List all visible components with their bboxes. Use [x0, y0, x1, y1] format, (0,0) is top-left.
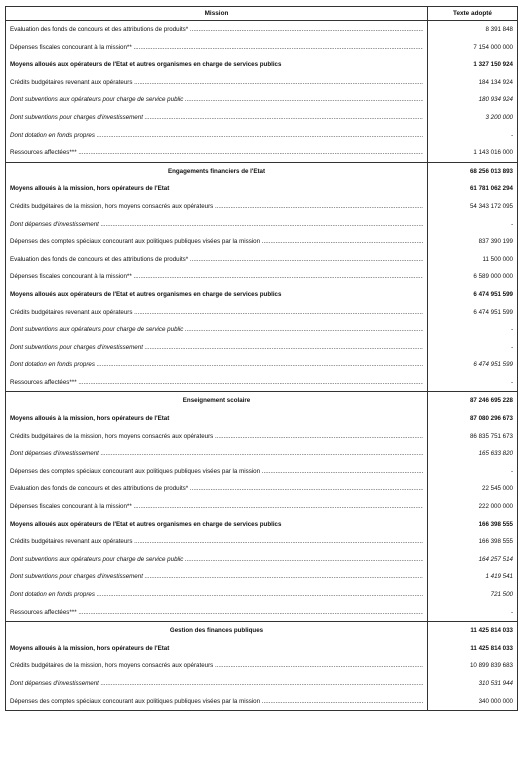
row-label — [6, 268, 428, 286]
table-row — [6, 251, 518, 269]
row-value: - — [428, 127, 518, 145]
row-label-text: Dont subventions aux opérateurs pour charge de service public ..... — [10, 91, 423, 109]
row-label-text: Moyens alloués à la mission, hors opérateurs de l'Etat — [10, 644, 170, 652]
row-value: - — [428, 321, 518, 339]
budget-table — [5, 6, 518, 711]
row-label-text: Dont dépenses d'investissement ..... — [10, 216, 423, 234]
table-row — [6, 533, 518, 551]
table-row — [6, 445, 518, 463]
row-label-text: Crédits budgétaires revenant aux opérateurs ..... — [10, 304, 423, 322]
row-value: 1 327 150 924 — [428, 56, 518, 74]
table-header-row — [6, 7, 518, 21]
row-value: 310 531 944 — [428, 675, 518, 693]
row-label — [6, 533, 428, 551]
row-label-text: Crédits budgétaires de la mission, hors moyens consacrés aux opérateurs ..... — [10, 198, 423, 216]
row-label — [6, 463, 428, 481]
row-label-text: Gestion des finances publiques — [169, 627, 264, 635]
row-value: 11 425 814 033 — [428, 622, 518, 640]
row-label-text: Dépenses des comptes spéciaux concourant aux politiques publiques visées par la mission ..... — [10, 463, 423, 481]
table-row — [6, 180, 518, 198]
row-label-text: Dépenses fiscales concourant à la mission** ..... — [10, 498, 423, 516]
table-row — [6, 91, 518, 109]
row-label-text: Dont dépenses d'investissement ..... — [10, 675, 423, 693]
table-row — [6, 498, 518, 516]
row-value: 10 899 839 683 — [428, 657, 518, 675]
table-row — [6, 144, 518, 162]
row-label — [6, 516, 428, 534]
table-row — [6, 321, 518, 339]
table-row — [6, 21, 518, 39]
row-label — [6, 321, 428, 339]
table-row — [6, 286, 518, 304]
header-texte-adopte: Texte adopté — [428, 7, 518, 21]
table-row — [6, 657, 518, 675]
row-label-text: Enseignement scolaire — [182, 397, 251, 405]
row-value: 1 419 541 — [428, 568, 518, 586]
row-label-text: Ressources affectées*** ..... — [10, 144, 423, 162]
row-value: 6 474 951 599 — [428, 304, 518, 322]
table-row — [6, 216, 518, 234]
row-label-text: Evaluation des fonds de concours et des attributions de produits* ..... — [10, 480, 423, 498]
row-label — [6, 675, 428, 693]
row-label-text: Dont subventions aux opérateurs pour charge de service public ..... — [10, 551, 423, 569]
row-label — [6, 693, 428, 711]
row-value: 7 154 000 000 — [428, 39, 518, 57]
table-row — [6, 198, 518, 216]
table-row — [6, 39, 518, 57]
table-row — [6, 74, 518, 92]
row-value: 166 398 555 — [428, 533, 518, 551]
table-row — [6, 604, 518, 622]
row-label — [6, 339, 428, 357]
row-label-text: Dont subventions pour charges d'investissement ..... — [10, 568, 423, 586]
row-label — [6, 251, 428, 269]
row-label — [6, 374, 428, 392]
row-label-text: Dont dépenses d'investissement ..... — [10, 445, 423, 463]
row-value: - — [428, 374, 518, 392]
row-label-text: Moyens alloués aux opérateurs de l'Etat et autres organismes en charge de services publics — [10, 61, 282, 69]
row-label-text: Crédits budgétaires de la mission, hors moyens consacrés aux opérateurs ..... — [10, 428, 423, 446]
row-label-text: Dont dotation en fonds propres ..... — [10, 127, 423, 145]
table-row — [6, 268, 518, 286]
table-row — [6, 410, 518, 428]
row-label-text: Moyens alloués à la mission, hors opérateurs de l'Etat — [10, 415, 170, 423]
row-value: 721 500 — [428, 586, 518, 604]
row-label — [6, 498, 428, 516]
row-label — [6, 233, 428, 251]
row-value: 1 143 016 000 — [428, 144, 518, 162]
row-value: - — [428, 463, 518, 481]
row-label-text: Dont subventions pour charges d'investissement ..... — [10, 109, 423, 127]
row-label — [6, 356, 428, 374]
row-label-text: Dont subventions aux opérateurs pour charge de service public ..... — [10, 321, 423, 339]
row-label-text: Dépenses fiscales concourant à la mission** ..... — [10, 268, 423, 286]
row-label-text: Ressources affectées*** ..... — [10, 374, 423, 392]
table-row — [6, 586, 518, 604]
row-label — [6, 39, 428, 57]
row-label — [6, 56, 428, 74]
table-row — [6, 480, 518, 498]
row-label — [6, 286, 428, 304]
row-label-text: Dépenses fiscales concourant à la mission** ..... — [10, 39, 423, 57]
row-value: 166 398 555 — [428, 516, 518, 534]
row-value: 87 246 695 228 — [428, 392, 518, 410]
row-label-text: Moyens alloués aux opérateurs de l'Etat et autres organismes en charge de services publics — [10, 520, 282, 528]
row-label — [6, 480, 428, 498]
row-label — [6, 91, 428, 109]
row-label — [6, 180, 428, 198]
row-label-text: Evaluation des fonds de concours et des attributions de produits* ..... — [10, 251, 423, 269]
row-label — [6, 162, 428, 180]
row-label — [6, 21, 428, 39]
row-label — [6, 144, 428, 162]
row-label — [6, 216, 428, 234]
table-row — [6, 516, 518, 534]
row-label-text: Engagements financiers de l'Etat — [167, 167, 266, 175]
table-row — [6, 339, 518, 357]
row-label — [6, 604, 428, 622]
row-value: 837 390 199 — [428, 233, 518, 251]
row-label — [6, 304, 428, 322]
row-label-text: Moyens alloués aux opérateurs de l'Etat et autres organismes en charge de services publics — [10, 290, 282, 298]
row-label — [6, 568, 428, 586]
section-title-row — [6, 392, 518, 410]
section-title-row — [6, 622, 518, 640]
table-row — [6, 56, 518, 74]
row-value: 222 000 000 — [428, 498, 518, 516]
row-label-text: Crédits budgétaires de la mission, hors moyens consacrés aux opérateurs ..... — [10, 657, 423, 675]
row-value: 184 134 924 — [428, 74, 518, 92]
row-label-text: Dont dotation en fonds propres ..... — [10, 356, 423, 374]
table-row — [6, 127, 518, 145]
table-row — [6, 374, 518, 392]
row-label — [6, 551, 428, 569]
table-row — [6, 356, 518, 374]
row-label-text: Moyens alloués à la mission, hors opérateurs de l'Etat — [10, 185, 170, 193]
row-value: 87 080 296 673 — [428, 410, 518, 428]
row-value: 11 500 000 — [428, 251, 518, 269]
row-value: 8 391 848 — [428, 21, 518, 39]
table-row — [6, 551, 518, 569]
table-row — [6, 693, 518, 711]
table-row — [6, 304, 518, 322]
row-label — [6, 657, 428, 675]
table-body — [6, 21, 518, 711]
table-row — [6, 109, 518, 127]
table-row — [6, 428, 518, 446]
row-value: 6 474 951 599 — [428, 286, 518, 304]
row-label — [6, 109, 428, 127]
header-mission: Mission — [6, 7, 428, 21]
row-label — [6, 410, 428, 428]
row-value: 164 257 514 — [428, 551, 518, 569]
row-label — [6, 392, 428, 410]
row-label-text: Dont dotation en fonds propres ..... — [10, 586, 423, 604]
row-label — [6, 640, 428, 658]
table-row — [6, 640, 518, 658]
row-value: 6 589 000 000 — [428, 268, 518, 286]
row-label-text: Ressources affectées*** ..... — [10, 604, 423, 622]
table-row — [6, 568, 518, 586]
row-label — [6, 127, 428, 145]
row-label — [6, 586, 428, 604]
section-title-row — [6, 162, 518, 180]
row-label — [6, 622, 428, 640]
row-label-text: Dont subventions pour charges d'investissement ..... — [10, 339, 423, 357]
row-value: - — [428, 604, 518, 622]
row-label-text: Evaluation des fonds de concours et des attributions de produits* ..... — [10, 21, 423, 39]
row-label — [6, 445, 428, 463]
row-label-text: Dépenses des comptes spéciaux concourant aux politiques publiques visées par la mission ..... — [10, 693, 423, 711]
row-label-text: Crédits budgétaires revenant aux opérateurs ..... — [10, 74, 423, 92]
row-value: 6 474 951 599 — [428, 356, 518, 374]
row-value: 61 781 062 294 — [428, 180, 518, 198]
row-value: 3 200 000 — [428, 109, 518, 127]
row-label-text: Crédits budgétaires revenant aux opérateurs ..... — [10, 533, 423, 551]
table-row — [6, 463, 518, 481]
table-row — [6, 233, 518, 251]
row-label-text: Dépenses des comptes spéciaux concourant aux politiques publiques visées par la mission ..... — [10, 233, 423, 251]
row-value: - — [428, 216, 518, 234]
row-value: 22 545 000 — [428, 480, 518, 498]
row-value: - — [428, 339, 518, 357]
table-row — [6, 675, 518, 693]
row-label — [6, 428, 428, 446]
row-value: 165 633 820 — [428, 445, 518, 463]
row-value: 11 425 814 033 — [428, 640, 518, 658]
row-value: 180 934 924 — [428, 91, 518, 109]
row-label — [6, 198, 428, 216]
row-value: 86 835 751 673 — [428, 428, 518, 446]
row-value: 54 343 172 095 — [428, 198, 518, 216]
row-value: 68 256 013 893 — [428, 162, 518, 180]
row-value: 340 000 000 — [428, 693, 518, 711]
row-label — [6, 74, 428, 92]
